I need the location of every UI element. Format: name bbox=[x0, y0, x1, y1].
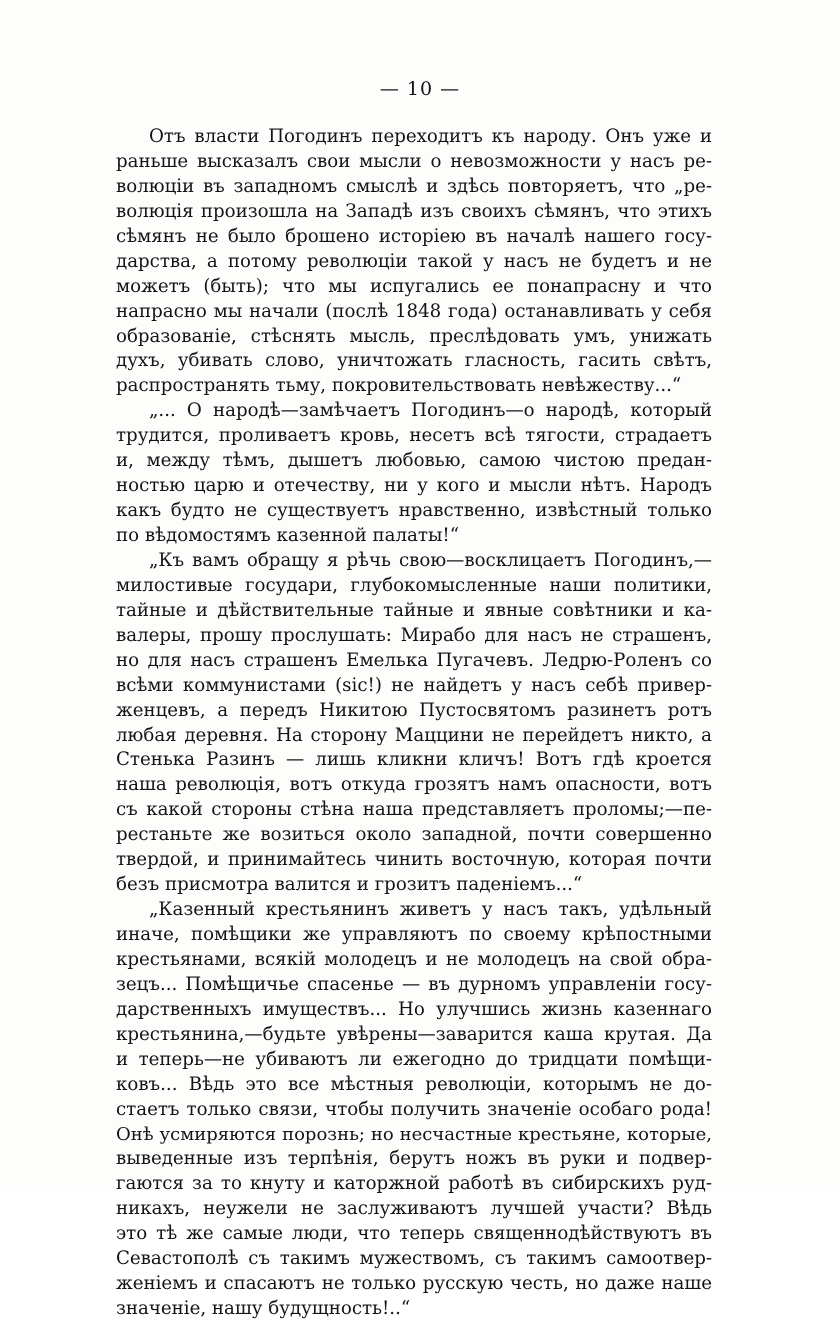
text-line: Стенька Разинъ — лишь кликни кличъ! Вотъ гдѣ кроется bbox=[116, 749, 712, 771]
text-line: зецъ... Помѣщичье спасенье — въ дурномъ управленіи госу- bbox=[116, 973, 712, 995]
text-line: по вѣдомостямъ казенной палаты!“ bbox=[116, 525, 460, 546]
text-line: распространять тьму, покровительствовать невѣжеству...“ bbox=[116, 375, 682, 397]
text-line: значеніе, нашу будущность!..“ bbox=[116, 1298, 411, 1320]
text-line: раньше высказалъ свои мысли о невозможности у насъ ре- bbox=[116, 150, 712, 172]
text-line: крестьянами, всякій молодецъ и не молодецъ на свой обра- bbox=[116, 948, 712, 970]
text-line: твердой, и принимайтесь чинить восточную, которая почти bbox=[116, 849, 712, 871]
text-line: трудится, проливаетъ кровь, несетъ всѣ тягости, страдаетъ bbox=[116, 425, 712, 447]
text-line: можетъ (быть); что мы испугались ее понапрасну и что bbox=[116, 275, 712, 297]
text-line: всѣми коммунистами (sic!) не найдетъ у насъ себѣ привер- bbox=[116, 674, 712, 696]
text-line: это тѣ же самые люди, что теперь священнодѣйствуютъ въ bbox=[116, 1223, 712, 1245]
text-line: ностью царю и отечеству, ни у кого и мысли нѣтъ. Народъ bbox=[116, 475, 712, 497]
text-line: безъ присмотра валится и грозитъ паденіемъ...“ bbox=[116, 874, 583, 896]
text-line: дарства, а потому революціи такой у насъ не будетъ и не bbox=[116, 250, 712, 272]
text-line: женіемъ и спасаютъ не только русскую честь, но даже наше bbox=[116, 1273, 712, 1295]
text-line: волюціи въ западномъ смыслѣ и здѣсь повторяетъ, что „ре- bbox=[116, 175, 712, 197]
text-line: иначе, помѣщики же управляютъ по своему крѣпостными bbox=[116, 924, 712, 945]
text-line: какъ будто не существуетъ нравственно, извѣстный только bbox=[116, 500, 712, 522]
text-line: съ какой стороны стѣна наша представляетъ проломы;—пе- bbox=[116, 799, 712, 821]
text-line: напрасно мы начали (послѣ 1848 года) останавливать у себя bbox=[116, 300, 712, 322]
text-line: дарственныхъ имуществъ... Но улучшись жизнь казеннаго bbox=[116, 998, 712, 1020]
paragraph-1 bbox=[116, 125, 712, 399]
text-line: валеры, прошу прослушать: Мирабо для насъ не страшенъ, bbox=[116, 624, 712, 646]
text-line: крестьянина,—будьте увѣрены—заварится каша крутая. Да bbox=[116, 1023, 712, 1045]
text-line: женцевъ, а передъ Никитою Пустосвятомъ разинетъ ротъ bbox=[116, 699, 712, 721]
text-line: но для насъ страшенъ Емелька Пугачевъ. Ледрю-Роленъ со bbox=[116, 649, 712, 671]
text-line: гаются за то кнуту и каторжной работѣ въ сибирскихъ руд- bbox=[116, 1173, 712, 1195]
paragraph-2 bbox=[116, 399, 712, 549]
text-line: волюція произошла на Западѣ изъ своихъ сѣмянъ, что этихъ bbox=[116, 200, 712, 222]
text-line: наша революція, вотъ откуда грозятъ намъ опасности, вотъ bbox=[116, 774, 712, 796]
text-line: милостивые государи, глубокомысленные наши политики, bbox=[116, 574, 712, 596]
text-line: Онѣ усмиряются порознь; но несчастные крестьяне, которые, bbox=[116, 1123, 712, 1145]
text-line: никахъ, неужели не заслуживаютъ лучшей участи? Вѣдь bbox=[116, 1198, 712, 1220]
text-line: тайные и дѣйствительные тайные и явные совѣтники и ка- bbox=[116, 599, 712, 621]
text-line: духъ, убивать слово, уничтожать гласность, гасить свѣтъ, bbox=[116, 350, 712, 372]
text-line: любая деревня. На сторону Маццини не перейдетъ никто, а bbox=[116, 724, 712, 746]
text-line: рестаньте же возиться около западной, почти совершенно bbox=[116, 824, 712, 846]
text-line: „Къ вамъ обращу я рѣчь свою—восклицаетъ Погодинъ,— bbox=[149, 549, 712, 571]
text-line: и, между тѣмъ, дышетъ любовью, самою чистою предан- bbox=[116, 450, 712, 472]
paragraph-4 bbox=[116, 898, 712, 1322]
text-line: „... О народѣ—замѣчаетъ Погодинъ—о народѣ, который bbox=[149, 400, 712, 422]
text-line: образованіе, стѣснять мысль, преслѣдовать умъ, унижать bbox=[116, 325, 712, 347]
text-line: „Казенный крестьянинъ живетъ у насъ такъ, удѣльный bbox=[149, 899, 712, 921]
text-line: выведенные изъ терпѣнія, берутъ ножъ въ руки и подвер- bbox=[116, 1148, 712, 1170]
paragraph-3 bbox=[116, 549, 712, 898]
text-line: сѣмянъ не было брошено исторіею въ началѣ нашего госу- bbox=[116, 225, 712, 247]
text-line: стаетъ только связи, чтобы получить значеніе особаго рода! bbox=[116, 1098, 712, 1120]
text-line: Отъ власти Погодинъ переходитъ къ народу. Онъ уже и bbox=[149, 126, 712, 147]
text-line: Севастополѣ съ такимъ мужествомъ, съ такимъ самоотвер- bbox=[116, 1248, 712, 1270]
page-number: — 10 — bbox=[379, 78, 461, 100]
text-line: ковъ... Вѣдь это все мѣстныя революціи, которымъ не до- bbox=[116, 1073, 712, 1095]
text-line: и теперь—не убиваютъ ли ежегодно до тридцати помѣщи- bbox=[116, 1048, 712, 1070]
body-text bbox=[116, 125, 712, 1322]
